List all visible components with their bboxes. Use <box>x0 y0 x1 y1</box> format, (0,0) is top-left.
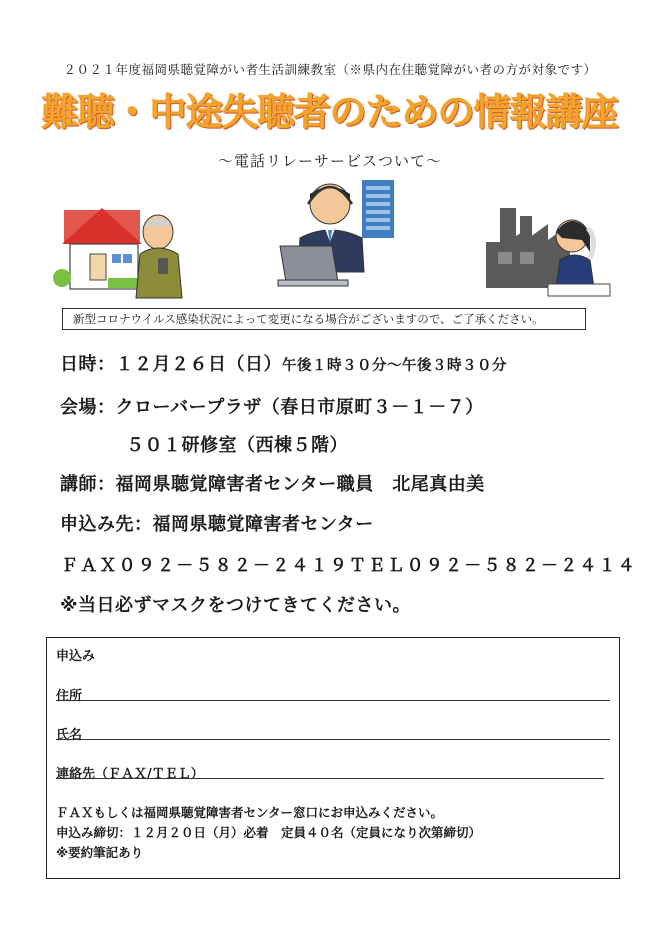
address-field-line[interactable] <box>56 700 610 701</box>
venue-label: 会場： <box>60 397 116 418</box>
mask-note: ※当日必ずマスクをつけてきてください。 <box>60 595 411 616</box>
organizer-line: ２０２１年度福岡県聴覚障がい者生活訓練教室（※県内在住聴覚障がい者の方が対象です） <box>63 62 597 77</box>
lecturer-name: 福岡県聴覚障害者センター職員 北尾真由美 <box>115 474 485 495</box>
illustration-banner <box>50 180 615 305</box>
page-title: 難聴・中途失聴者のための情報講座 <box>42 91 618 134</box>
name-label: 氏名 <box>56 728 83 743</box>
form-heading: 申込み <box>56 649 96 664</box>
venue-row <box>60 393 484 419</box>
apply-row <box>60 510 374 536</box>
event-time: 午後１時３０分〜午後３時３０分 <box>282 358 507 374</box>
factory-phone-illustration <box>486 208 610 296</box>
house-elderly-man-illustration <box>53 208 182 298</box>
contact-numbers: ＦＡＸ０９２－５８２－２４１９ＴＥＬ０９２－５８２－２４１４ <box>61 556 637 576</box>
address-label: 住所 <box>56 689 83 704</box>
apply-label: 申込み先： <box>60 514 153 535</box>
datetime-label: 日時： <box>60 354 116 375</box>
contact-field-line[interactable] <box>56 778 604 779</box>
form-note-apply-method: ＦＡＸもしくは福岡県聴覚障害者センター窓口にお申込みください。 <box>56 805 444 820</box>
form-note-captioning: ※要約筆記あり <box>56 845 144 860</box>
venue-room: ５０１研修室（西棟５階） <box>126 435 348 456</box>
venue-name: クローバープラザ（春日市原町３－１－７） <box>115 397 484 418</box>
apply-destination: 福岡県聴覚障害者センター <box>152 514 374 535</box>
lecturer-label: 講師： <box>60 474 116 495</box>
form-note-deadline: 申込み締切：１２月２０日（月）必着 定員４０名（定員になり次第締切） <box>56 825 482 840</box>
contact-label: 連絡先（ＦＡＸ/ＴＥＬ） <box>56 767 204 782</box>
operator-illustration <box>278 180 394 286</box>
datetime-row <box>60 350 507 376</box>
page-subtitle: 〜電話リレーサービスついて〜 <box>217 152 442 170</box>
covid-notice: 新型コロナウイルス感染状況によって変更になる場合がございますので、ご了承ください。 <box>62 308 586 330</box>
lecturer-row <box>60 470 485 496</box>
event-date: １２月２６日（日） <box>115 354 282 375</box>
name-field-line[interactable] <box>56 739 610 740</box>
